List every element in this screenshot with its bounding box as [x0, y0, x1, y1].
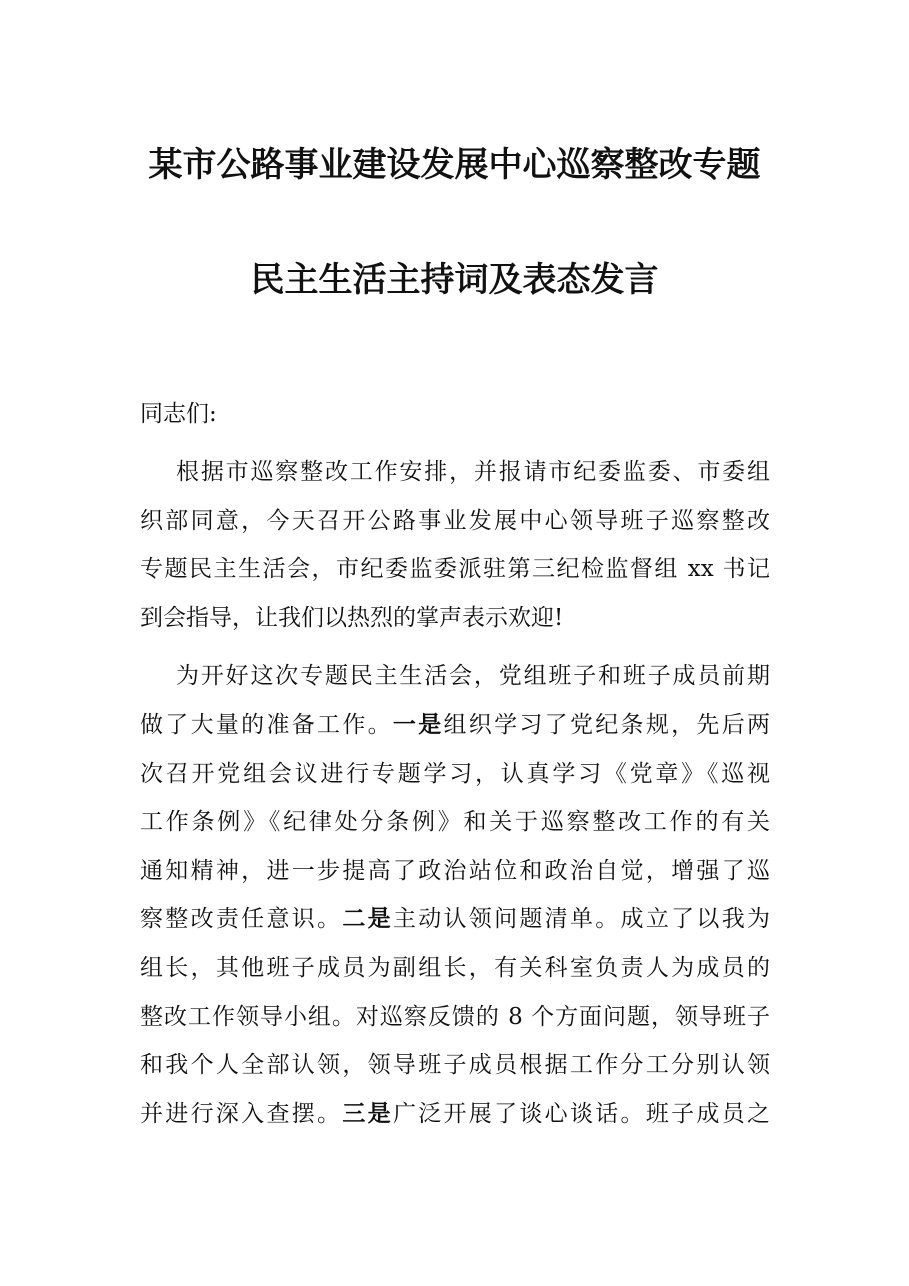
- paragraph-2-line: 通知精神，进一步提高了政治站位和政治自觉，增强了巡: [140, 857, 770, 884]
- text-run: 主动认领问题清单。成立了以我为: [392, 906, 771, 933]
- paragraph-2-line: [140, 895, 770, 944]
- document-title-line-2: 民主生活主持词及表态发言: [250, 260, 659, 300]
- paragraph-2: [140, 652, 770, 1138]
- document-body: [140, 394, 770, 1148]
- paragraph-1-line: 根据市巡察整改工作安排，并报请市纪委监委、市委组: [176, 459, 770, 485]
- paragraph-2-line: 组长，其他班子成员为副组长，有关科室负责人为成员的: [140, 954, 770, 981]
- text-run: 广泛开展了谈心谈话。班子成员之: [392, 1100, 771, 1127]
- text-run: 组织学习了党纪条规，先后两: [443, 711, 771, 738]
- paragraph-1-line: 织部同意，今天召开公路事业发展中心领导班子巡察整改: [140, 507, 770, 534]
- text-run: 并进行深入查摆。: [140, 1100, 343, 1127]
- paragraph-1-line: 专题民主生活会，市纪委监委派驻第三纪检监督组 xx 书记: [140, 556, 770, 583]
- paragraph-2-line: [140, 1090, 770, 1139]
- paragraph-1: [140, 448, 770, 642]
- text-run: 察整改责任意识。: [140, 906, 343, 933]
- emphasis-first: 一是: [392, 710, 444, 738]
- emphasis-second: 二是: [342, 905, 393, 933]
- paragraph-2-line: 和我个人全部认领，领导班子成员根据工作分工分别认领: [140, 1052, 770, 1079]
- paragraph-1-line: 到会指导，让我们以热烈的掌声表示欢迎!: [140, 604, 564, 631]
- paragraph-2-line: 工作条例》《纪律处分条例》和关于巡察整改工作的有关: [140, 809, 770, 836]
- document-title-line-1: 某市公路事业建设发展中心巡察整改专题: [148, 145, 761, 185]
- paragraph-2-line: 整改工作领导小组。对巡察反馈的 8 个方面问题，领导班子: [140, 1003, 770, 1030]
- text-run: 做了大量的准备工作。: [140, 711, 393, 738]
- paragraph-2-line: 次召开党组会议进行专题学习，认真学习《党章》《巡视: [140, 760, 770, 787]
- greeting: 同志们:: [140, 401, 217, 427]
- paragraph-2-line: 为开好这次专题民主生活会，党组班子和班子成员前期: [176, 663, 770, 690]
- paragraph-2-line: [140, 701, 770, 750]
- emphasis-third: 三是: [342, 1099, 393, 1127]
